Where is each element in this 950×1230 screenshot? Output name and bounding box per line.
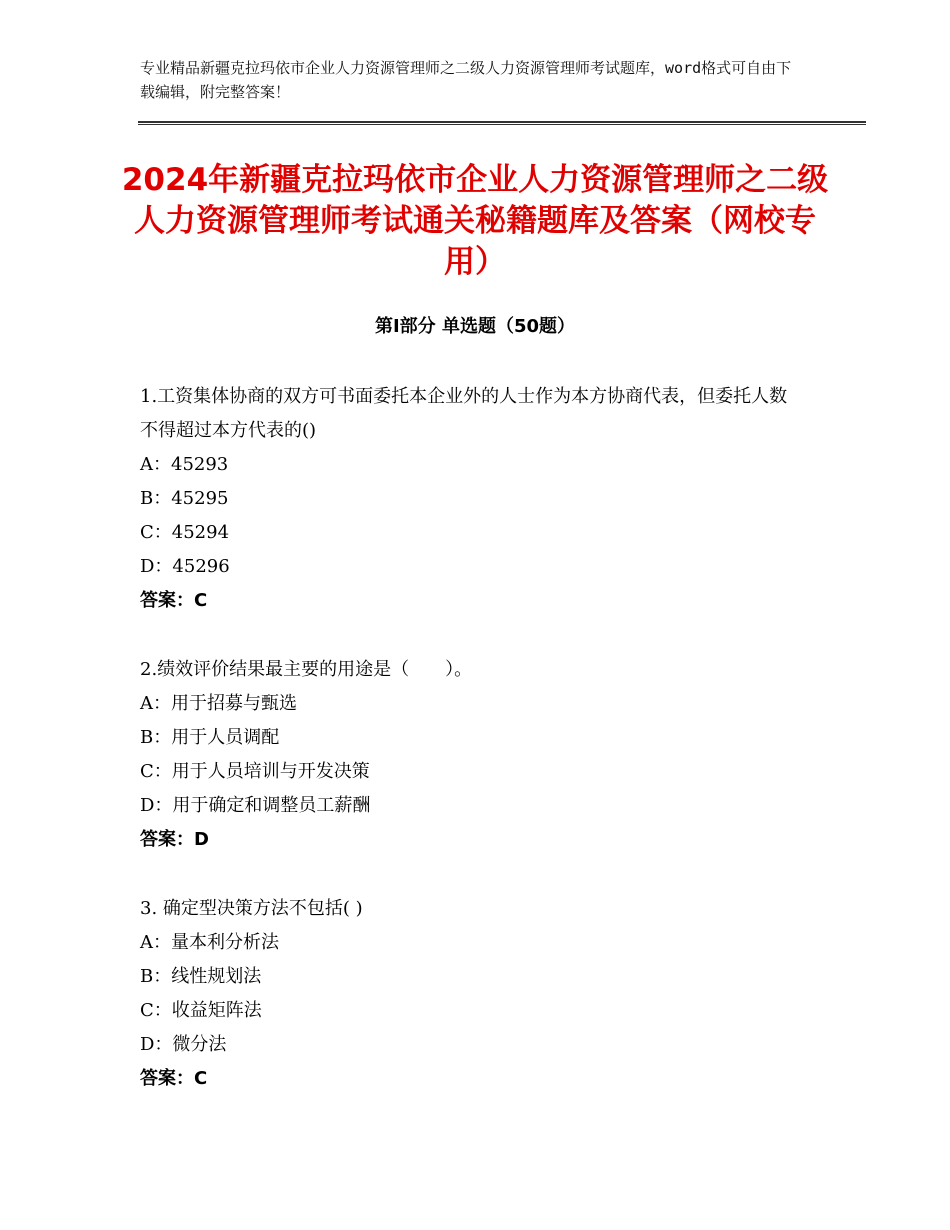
document-title: 2024年新疆克拉玛依市企业人力资源管理师之二级人力资源管理师考试通关秘籍题库及答案（网校专用） [121,162,829,280]
question-stem: 1.工资集体协商的双方可书面委托本企业外的人士作为本方协商代表，但委托人数不得超过本方代表的() [140,386,788,441]
option-d: D：45296 [140,556,230,577]
option-a: A：用于招募与甄选 [140,693,297,714]
answer-label: 答案：D [140,829,209,850]
option-d: D：微分法 [140,1034,227,1055]
header-note: 专业精品新疆克拉玛依市企业人力资源管理师之二级人力资源管理师考试题库，word格式可自由下载编辑，附完整答案！ [140,59,792,101]
question-stem: 3. 确定型决策方法不包括( ) [140,898,363,919]
header-divider [138,121,866,125]
option-a: A：量本利分析法 [140,932,279,953]
answer-label: 答案：C [140,1068,208,1089]
option-c: C：用于人员培训与开发决策 [140,761,370,782]
question-item [140,653,800,857]
option-b: B：线性规划法 [140,966,262,987]
option-b: B：用于人员调配 [140,727,280,748]
question-item [140,380,800,618]
option-b: B：45295 [140,488,229,509]
option-a: A：45293 [140,454,229,475]
question-item [140,892,800,1096]
option-c: C：收益矩阵法 [140,1000,262,1021]
section-heading: 第Ⅰ部分 单选题（50题） [374,316,575,337]
option-d: D：用于确定和调整员工薪酬 [140,795,371,816]
question-stem: 2.绩效评价结果最主要的用途是（ ）。 [140,659,473,680]
answer-label: 答案：C [140,590,208,611]
option-c: C：45294 [140,522,230,543]
